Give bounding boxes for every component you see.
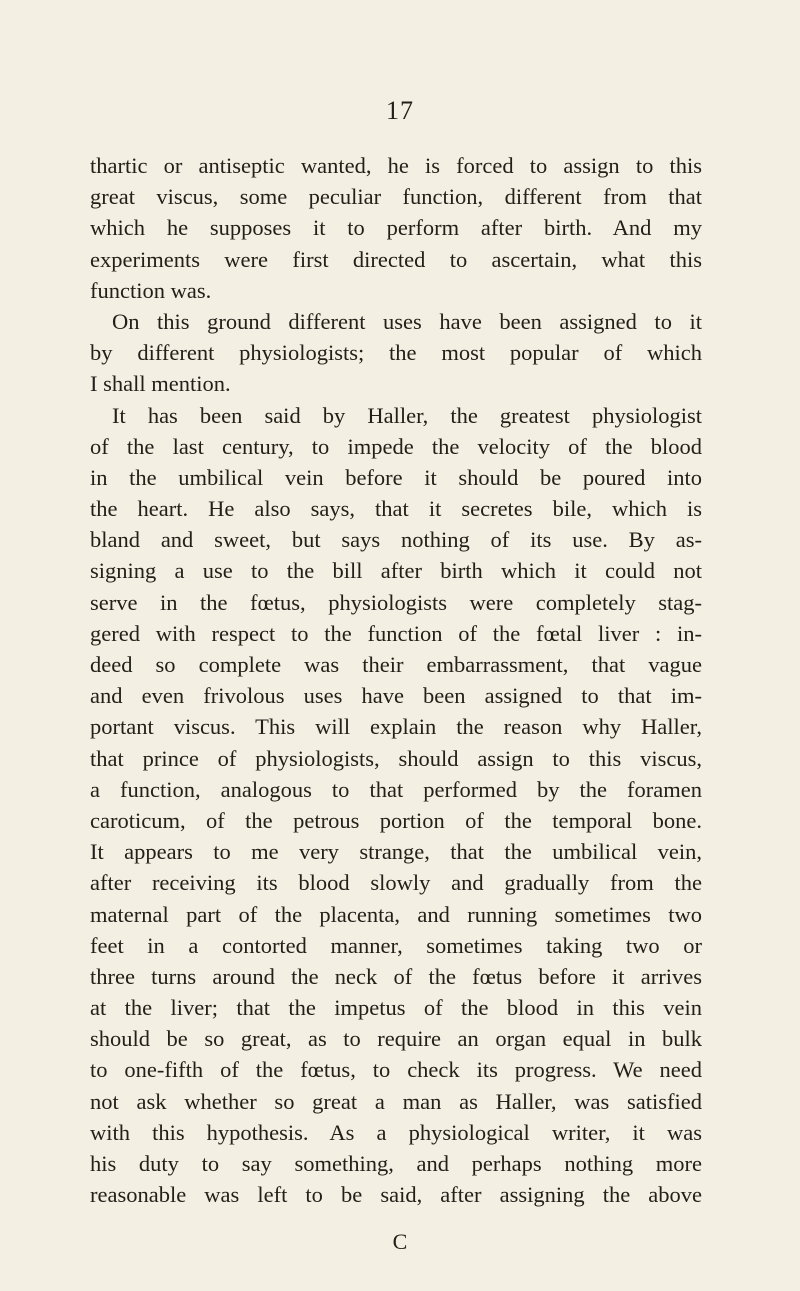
text-line: great viscus, some peculiar function, different from that	[90, 184, 702, 210]
signature-mark: C	[392, 1229, 408, 1254]
text-line: deed so complete was their embarrassment, that vague	[90, 652, 702, 677]
text-line: should be so great, as to require an organ equal in bulk	[90, 1026, 702, 1052]
text-line: with this hypothesis. As a physiological writer, it was	[90, 1119, 702, 1145]
page-number: 17	[386, 96, 414, 125]
body-text	[90, 150, 702, 1210]
text-line: and even frivolous uses have been assigned to that im-	[90, 683, 702, 709]
text-line: maternal part of the placenta, and running sometimes two	[90, 901, 702, 927]
text-line: experiments were first directed to ascertain, what this	[90, 246, 702, 272]
text-line: It has been said by Haller, the greatest physiologist	[112, 402, 702, 428]
text-line: his duty to say something, and perhaps nothing more	[90, 1151, 702, 1176]
text-line: reasonable was left to be said, after assigning the above	[90, 1182, 702, 1208]
text-line: at the liver; that the impetus of the blood in this vein	[90, 995, 702, 1021]
text-line: thartic or antiseptic wanted, he is forced to assign to this	[90, 153, 702, 178]
text-line: in the umbilical vein before it should be poured into	[90, 464, 702, 490]
text-line: three turns around the neck of the fœtus before it arrives	[90, 963, 702, 989]
text-line: signing a use to the bill after birth which it could not	[90, 558, 702, 584]
text-line: function was.	[90, 277, 212, 303]
text-line: It appears to me very strange, that the umbilical vein,	[90, 839, 702, 865]
text-line: the heart. He also says, that it secretes bile, which is	[90, 496, 702, 522]
text-line: portant viscus. This will explain the reason why Haller,	[90, 714, 702, 740]
text-line: not ask whether so great a man as Haller, was satisfied	[90, 1088, 702, 1114]
text-line: to one-fifth of the fœtus, to check its progress. We need	[90, 1057, 702, 1083]
text-line: after receiving its blood slowly and gradually from the	[90, 870, 702, 896]
text-line: feet in a contorted manner, sometimes taking two or	[90, 932, 702, 958]
text-line: I shall mention.	[90, 371, 231, 397]
text-line: gered with respect to the function of the fœtal liver : in-	[90, 620, 702, 646]
text-line: that prince of physiologists, should assign to this viscus,	[90, 745, 702, 771]
text-line: by different physiologists; the most popular of which	[90, 340, 702, 366]
text-line: caroticum, of the petrous portion of the temporal bone.	[90, 807, 702, 833]
text-line: bland and sweet, but says nothing of its use. By as-	[90, 527, 702, 553]
text-line: of the last century, to impede the velocity of the blood	[90, 433, 702, 459]
text-line: On this ground different uses have been assigned to it	[112, 308, 702, 334]
text-line: which he supposes it to perform after birth. And my	[90, 215, 702, 241]
text-line: serve in the fœtus, physiologists were completely stag-	[90, 589, 702, 615]
text-line: a function, analogous to that performed by the foramen	[90, 776, 702, 802]
